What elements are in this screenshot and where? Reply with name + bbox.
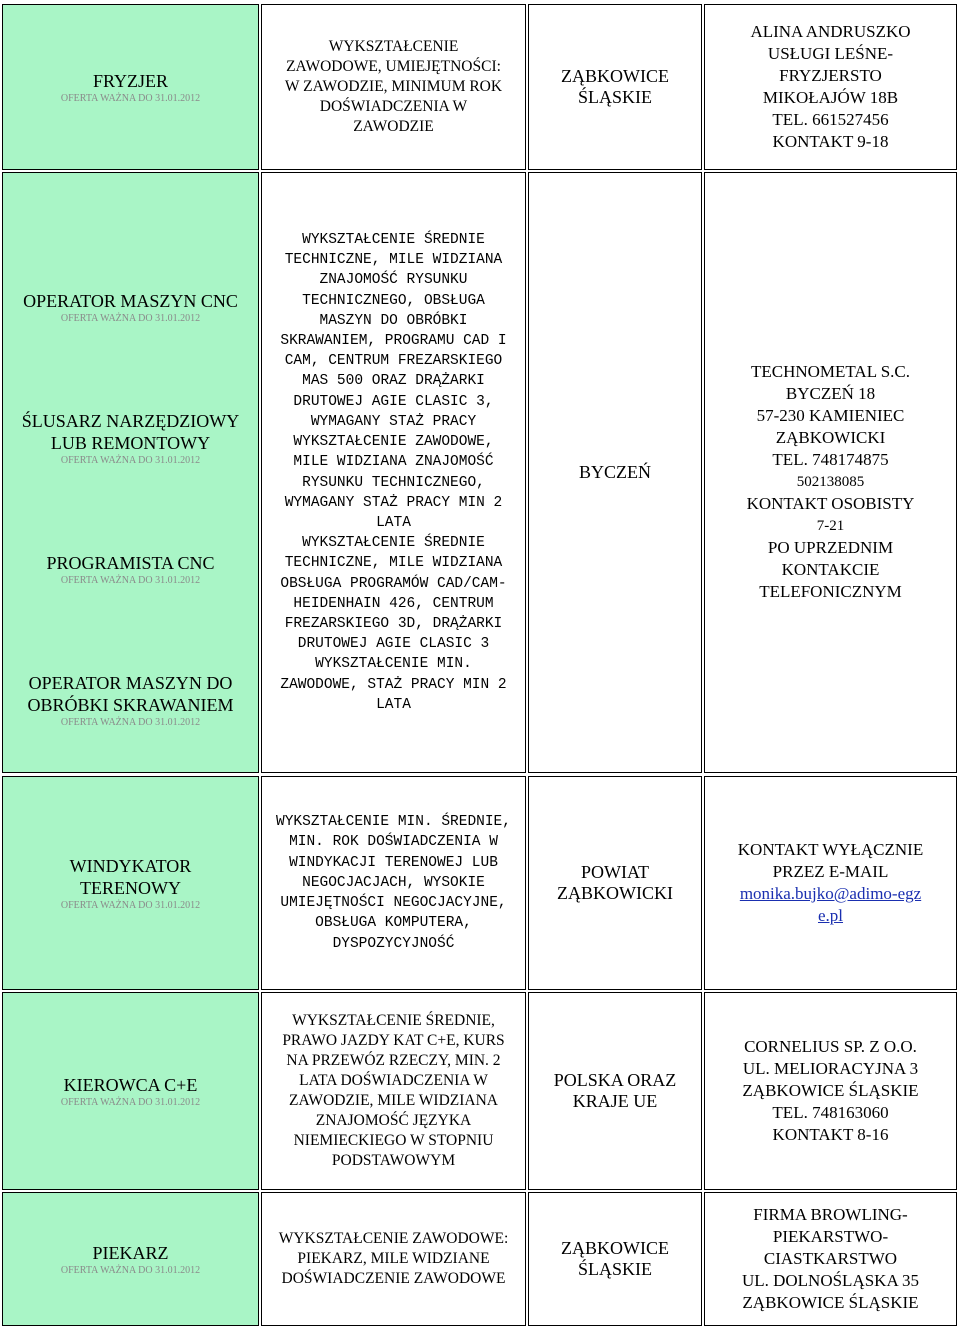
job-title-cell	[2, 4, 259, 170]
requirements-cell	[261, 172, 526, 773]
contact-line: FRYZJERSTO	[779, 66, 882, 85]
table-row	[2, 1192, 957, 1326]
table-row	[2, 172, 957, 773]
job-title: PIEKARZ	[92, 1242, 169, 1263]
contact-line: ALINA ANDRUSZKO	[750, 22, 911, 41]
job-title: PROGRAMISTA CNC	[46, 552, 215, 573]
job-entry	[3, 410, 258, 467]
offer-validity: OFERTA WAŻNA DO 31.01.2012	[60, 574, 201, 586]
contact-line: 7-21	[816, 518, 845, 534]
contact-line: UL. DOLNOŚLĄSKA 35	[741, 1271, 920, 1290]
contact-line: USŁUGI LEŚNE-	[767, 44, 894, 63]
location-cell	[528, 172, 702, 773]
contact-cell	[704, 4, 957, 170]
contact-line: PRZEZ E-MAIL	[772, 862, 889, 881]
location-text: POWIAT ZĄBKOWICKI	[557, 862, 673, 903]
contact-line: ZĄBKOWICKI	[775, 428, 886, 447]
contact-cell	[704, 172, 957, 773]
contact-line: TELEFONICZNYM	[759, 582, 902, 601]
job-title-cell	[2, 992, 259, 1190]
offer-validity: OFERTA WAŻNA DO 31.01.2012	[60, 899, 201, 911]
offer-validity: OFERTA WAŻNA DO 31.01.2012	[60, 313, 201, 325]
job-title-cell	[2, 1192, 259, 1326]
contact-cell	[704, 1192, 957, 1326]
contact-line: TEL. 661527456	[772, 110, 889, 129]
contact-line: 57-230 KAMIENIEC	[756, 406, 905, 425]
job-title: FRYZJER	[92, 70, 169, 91]
job-entry	[3, 672, 258, 729]
contact-line: UL. MELIORACYJNA 3	[742, 1059, 919, 1078]
requirements-cell	[261, 992, 526, 1190]
job-title: OPERATOR MASZYN DO OBRÓBKI SKRAWANIEM	[27, 672, 234, 715]
contact-line: 502138085	[796, 474, 865, 490]
requirements-text: WYKSZTAŁCENIE ZAWODOWE: PIEKARZ, MILE WIDZIANE DOŚWIADCZENIE ZAWODOWE	[278, 1230, 509, 1287]
contact-line: TEL. 748163060	[772, 1103, 889, 1122]
contact-cell	[704, 992, 957, 1190]
location-cell	[528, 4, 702, 170]
requirements-cell	[261, 776, 526, 990]
offer-validity: OFERTA WAŻNA DO 31.01.2012	[60, 92, 201, 104]
requirements-text: WYKSZTAŁCENIE ŚREDNIE TECHNICZNE, MILE WIDZIANA OBSŁUGA PROGRAMÓW CAD/CAM-HEIDENHAIN 426, CENTRUM FREZARSKIEGO 3D, DRĄŻARKI DRUTOWEJ AGIE CLASIC 3	[280, 535, 507, 653]
job-title-cell	[2, 172, 259, 773]
contact-line: PO UPRZEDNIM	[767, 538, 894, 557]
table-row	[2, 776, 957, 990]
contact-line: TECHNOMETAL S.C.	[750, 362, 911, 381]
contact-cell	[704, 776, 957, 990]
contact-line: ZĄBKOWICE ŚLĄSKIE	[742, 1293, 919, 1312]
requirements-text: WYKSZTAŁCENIE ŚREDNIE TECHNICZNE, MILE WIDZIANA ZNAJOMOŚĆ RYSUNKU TECHNICZNEGO, OBSŁUGA MASZYN DO OBRÓBKI SKRAWANIEM, PROGRAMU CAD I CAM, CENTRUM FREZARSKIEGO MAS 500 ORAZ DRĄŻARKI DRUTOWEJ AGIE CLASIC 3, WYMAGANY STAŻ PRACY	[280, 232, 507, 430]
requirements-text: WYKSZTAŁCENIE ŚREDNIE, PRAWO JAZDY KAT C+E, KURS NA PRZEWÓZ RZECZY, MIN. 2 LATA DOŚWIADCZENIA W ZAWODZIE, MILE WIDZIANA ZNAJOMOŚĆ JĘZYKA NIEMIECKIEGO W STOPNIU PODSTAWOWYM	[282, 1012, 505, 1169]
location-cell	[528, 776, 702, 990]
contact-line: FIRMA BROWLING-	[753, 1205, 908, 1224]
contact-line: PIEKARSTWO-	[772, 1227, 889, 1246]
contact-line: CIASTKARSTWO	[763, 1249, 898, 1268]
contact-line: KONTAKT 9-18	[772, 132, 889, 151]
table-row	[2, 4, 957, 170]
job-title: OPERATOR MASZYN CNC	[23, 291, 238, 312]
contact-line: CORNELIUS SP. Z O.O.	[744, 1037, 917, 1056]
location-cell	[528, 992, 702, 1190]
requirements-cell	[261, 4, 526, 170]
location-text: POLSKA ORAZ KRAJE UE	[553, 1070, 677, 1111]
location-cell	[528, 1192, 702, 1326]
contact-line: BYCZEŃ 18	[785, 384, 876, 403]
requirements-text: WYKSZTAŁCENIE MIN. ŚREDNIE, MIN. ROK DOŚWIADCZENIA W WINDYKACJI TERENOWEJ LUB NEGOCJACJACH, WYSOKIE UMIEJĘTNOŚCI NEGOCJACYJNE, OBSŁUGA KOMPUTERA, DYSPOZYCYJNOŚĆ	[276, 814, 511, 952]
requirements-text: WYKSZTAŁCENIE ZAWODOWE, MILE WIDZIANA ZNAJOMOŚĆ RYSUNKU TECHNICZNEGO, WYMAGANY STAŻ PRACY MIN 2 LATA	[284, 434, 503, 531]
offer-validity: OFERTA WAŻNA DO 31.01.2012	[60, 455, 201, 467]
table-row	[2, 992, 957, 1190]
contact-line: TEL. 748174875	[772, 450, 889, 469]
contact-line: ZĄBKOWICE ŚLĄSKIE	[742, 1081, 919, 1100]
contact-line: KONTAKCIE	[781, 560, 880, 579]
requirements-text: WYKSZTAŁCENIE MIN. ZAWODOWE, STAŻ PRACY MIN 2 LATA	[280, 656, 507, 713]
offer-validity: OFERTA WAŻNA DO 31.01.2012	[60, 716, 201, 728]
location-text: ZĄBKOWICE ŚLĄSKIE	[561, 66, 669, 107]
offer-validity: OFERTA WAŻNA DO 31.01.2012	[60, 1096, 201, 1108]
job-title: KIEROWCA C+E	[63, 1074, 198, 1095]
job-title: ŚLUSARZ NARZĘDZIOWY LUB REMONTOWY	[21, 411, 240, 454]
job-title: WINDYKATOR TERENOWY	[69, 855, 192, 898]
contact-line: KONTAKT WYŁĄCZNIE	[737, 840, 924, 859]
location-text: BYCZEŃ	[579, 462, 651, 482]
offer-validity: OFERTA WAŻNA DO 31.01.2012	[60, 1264, 201, 1276]
job-entry	[17, 290, 244, 325]
email-link[interactable]: monika.bujko@adimo-egze.pl	[739, 884, 922, 925]
requirements-text: WYKSZTAŁCENIE ZAWODOWE, UMIEJĘTNOŚCI: W ZAWODZIE, MINIMUM ROK DOŚWIADCZENIA W ZAWODZIE	[284, 38, 503, 135]
job-title-cell	[2, 776, 259, 990]
contact-line: KONTAKT OSOBISTY	[746, 494, 915, 513]
requirements-cell	[261, 1192, 526, 1326]
location-text: ZĄBKOWICE ŚLĄSKIE	[561, 1238, 669, 1279]
job-entry	[40, 552, 220, 587]
contact-line: KONTAKT 8-16	[772, 1125, 889, 1144]
contact-line: MIKOŁAJÓW 18B	[762, 88, 899, 107]
